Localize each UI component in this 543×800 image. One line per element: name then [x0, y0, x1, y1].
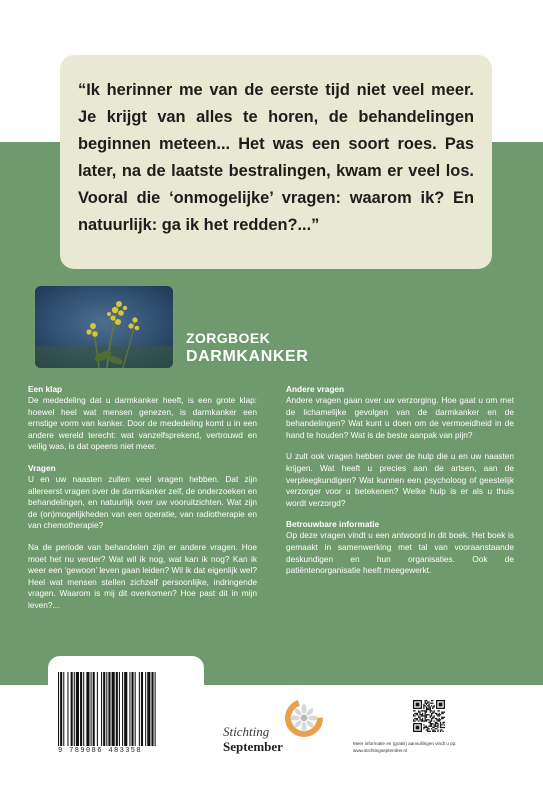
section-body-vragen-2: Na de periode van behandelen zijn er andere vragen. Hoe moet het nu verder? Wat wil ik nog, wat kan ik nog? Kan ik weer een ‘gewoon’ leven gaan leiden? Wil ik dat eigenlijk wel? Heel wat mensen stellen zichzelf persoonlijke, indringende vragen. Waarom is mij dit overkomen? Hoe past dit in mijn leven?... — [28, 541, 257, 610]
right-text-column — [286, 384, 514, 587]
section-body-andere-vragen-2: U zult ook vragen hebben over de hulp die u en uw naasten krijgen. Wat heeft u precies aan de artsen, aan de verpleegkundigen? Wat kunnen een psycholoog of geestelijk verzorger voor u betekenen? Welke hulp is er als u thuis wordt verzorgd? — [286, 451, 514, 508]
logo-word-september: September — [223, 739, 283, 754]
section-title-betrouwbare-informatie: Betrouwbare informatie — [286, 519, 380, 530]
section-title-andere-vragen: Andere vragen — [286, 384, 345, 394]
info-text — [353, 740, 535, 754]
section-title-een-klap: Een klap — [28, 384, 63, 394]
barcode-number: 9 789086 483358 — [58, 747, 143, 755]
section-body-betrouwbare-informatie: Op deze vragen vindt u een antwoord in dit boek. Het boek is gemaakt in samenwerking met tal van vooraanstaande deskundigen en hun organisaties. Ook de patiëntenorganisatie heeft meegewerkt. — [286, 530, 514, 576]
left-text-column — [28, 384, 257, 622]
qr-code-icon — [413, 700, 445, 732]
quote-text: “Ik herinner me van de eerste tijd niet veel meer. Je krijgt van alles te horen, de behandelingen beginnen meteen... Het was een soort roes. Pas later, na de laatste bestralingen, kwam er veel los. Vooral die ‘onmogelijke’ vragen: waarom ik? En natuurlijk: ga ik het redden?...” — [78, 81, 474, 234]
flower-photo — [35, 286, 173, 368]
section-body-andere-vragen-1: Andere vragen gaan over uw verzorging. Hoe gaat u om met de lichamelijke gevolgen van de darmkanker en de behandelingen? Wat kunt u doen om de vermoeidheid in de hand te houden? Wat is de beste aanpak van pijn? — [286, 395, 514, 440]
brand-title — [186, 329, 308, 367]
flower-photo-image — [35, 286, 173, 368]
section-title-vragen: Vragen — [28, 462, 56, 473]
logo-word-stichting: Stichting — [223, 724, 270, 739]
section-body-vragen-1: U en uw naasten zullen veel vragen hebben. Dat zijn allereerst vragen over de darmkanker zelf, de onderzoeken en behandelingen, en natuurlijk over uw vooruitzichten. Wat zijn de (on)mogelijkheden van een operatie, van radiotherapie en van chemotherapie? — [28, 473, 257, 531]
sunflower-icon — [282, 696, 326, 740]
quote-box — [60, 55, 492, 269]
stichting-september-logo — [220, 696, 330, 758]
info-line-1: Meer informatie en (gratis) aanvullingen vindt u op: — [353, 741, 457, 746]
info-line-url: www.stichtingseptember.nl — [353, 748, 408, 753]
brand-line-zorgboek: ZORGBOEK — [186, 330, 271, 346]
section-body-een-klap: De mededeling dat u darmkanker heeft, is een grote klap: hoewel heel wat mensen genezen, is darmkanker een ernstige vorm van kanker. Door de mededeling komt u in een andere wereld terecht: wat vanzelfsprekend, vertrouwd en veilig was, is dat opeens niet meer. — [28, 395, 257, 452]
barcode-icon — [56, 672, 196, 746]
barcode-box — [48, 656, 204, 774]
brand-line-darmkanker: DARMKANKER — [186, 348, 309, 365]
